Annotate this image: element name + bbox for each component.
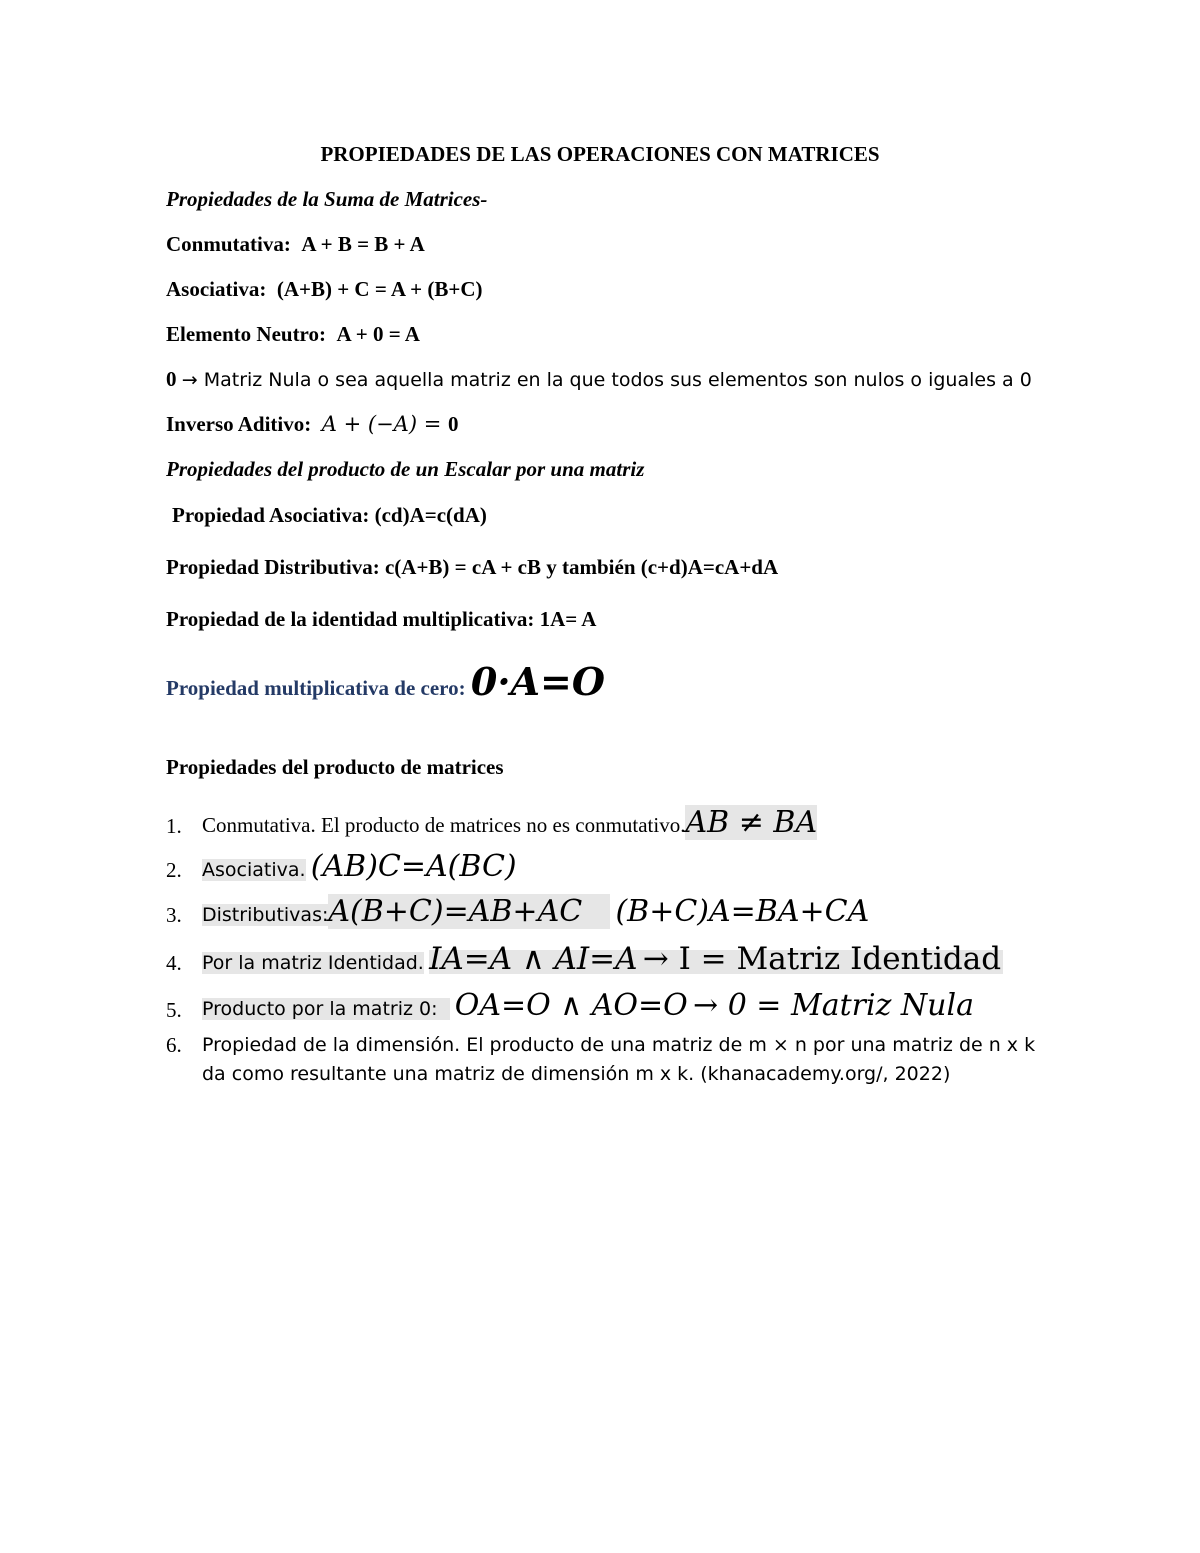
conmutativa-label: Conmutativa: <box>166 232 291 256</box>
neutro-line <box>166 320 420 348</box>
conmutativa-line <box>166 230 425 258</box>
nula-zero: 0 <box>166 367 177 391</box>
item-2-expr: (AB)C=A(BC) <box>310 849 517 884</box>
nula-text: → Matriz Nula o sea aquella matriz en la que todos sus elementos son nulos o iguales a 0 <box>181 369 1032 391</box>
escalar-identidad: Propiedad de la identidad multiplicativa: 1A= A <box>166 607 597 631</box>
item-4-expr2: → I = Matriz Identidad <box>642 941 1002 977</box>
escalar-asociativa: Propiedad Asociativa: (cd)A=c(dA) <box>172 503 487 527</box>
item-4-number: 4. <box>166 951 182 975</box>
suma-heading: Propiedades de la Suma de Matrices- <box>166 187 488 211</box>
item-4 <box>202 938 1003 984</box>
inverso-line <box>166 410 458 438</box>
item-6-number: 6. <box>166 1033 182 1057</box>
inverso-expr: A + (−A) = <box>321 412 448 436</box>
escalar-distributiva: Propiedad Distributiva: c(A+B) = cA + cB y también (c+d)A=cA+dA <box>166 555 779 579</box>
neutro-label: Elemento Neutro: <box>166 322 326 346</box>
item-5-expr: OA=O ∧ AO=O <box>454 988 688 1023</box>
asociativa-line <box>166 275 483 303</box>
producto-heading: Propiedades del producto de matrices <box>166 755 504 779</box>
item-3-expr2: (B+C)A=BA+CA <box>615 894 870 929</box>
item-1-number: 1. <box>166 814 182 838</box>
inverso-zero: 0 <box>447 412 459 436</box>
item-4-text: Por la matriz Identidad. <box>202 952 424 974</box>
item-6-line-1: Propiedad de la dimensión. El producto de una matriz de m × n por una matriz de n x k <box>202 1034 1036 1056</box>
asociativa-label: Asociativa: <box>166 277 267 301</box>
item-3-number: 3. <box>166 903 182 927</box>
item-2-number: 2. <box>166 858 182 882</box>
page-title: PROPIEDADES DE LAS OPERACIONES CON MATRICES <box>320 142 880 166</box>
item-3 <box>202 893 869 934</box>
neutro-expr: A + 0 = A <box>336 322 420 346</box>
item-5-text: Producto por la matriz 0: <box>202 998 450 1020</box>
item-4-expr: IA=A ∧ AI=A <box>429 941 638 977</box>
item-2-text: Asociativa. <box>202 859 306 881</box>
item-1-expr: AB ≠ BA <box>685 805 818 840</box>
item-5 <box>202 986 974 1029</box>
item-2 <box>202 848 517 889</box>
conmutativa-expr: A + B = B + A <box>301 232 425 256</box>
asociativa-expr: (A+B) + C = A + (B+C) <box>276 277 483 301</box>
cero-label: Propiedad multiplicativa de cero: <box>166 676 471 700</box>
item-1 <box>202 804 817 844</box>
item-6-line-2: da como resultante una matriz de dimensión m x k. (khanacademy.org/, 2022) <box>202 1063 951 1085</box>
matriz-nula-line <box>166 365 1032 394</box>
item-5-number: 5. <box>166 998 182 1022</box>
item-1-text: Conmutativa. El producto de matrices no es conmutativo. <box>202 813 686 837</box>
escalar-heading: Propiedades del producto de un Escalar por una matriz <box>166 457 645 481</box>
cero-line <box>166 660 605 710</box>
item-3-text: Distributivas: <box>202 904 329 926</box>
item-5-expr2: → 0 = Matriz Nula <box>693 988 974 1023</box>
cero-expr: 0·A=O <box>470 659 605 704</box>
inverso-label: Inverso Aditivo: <box>166 412 312 436</box>
item-3-expr: A(B+C)=AB+AC <box>328 894 610 929</box>
